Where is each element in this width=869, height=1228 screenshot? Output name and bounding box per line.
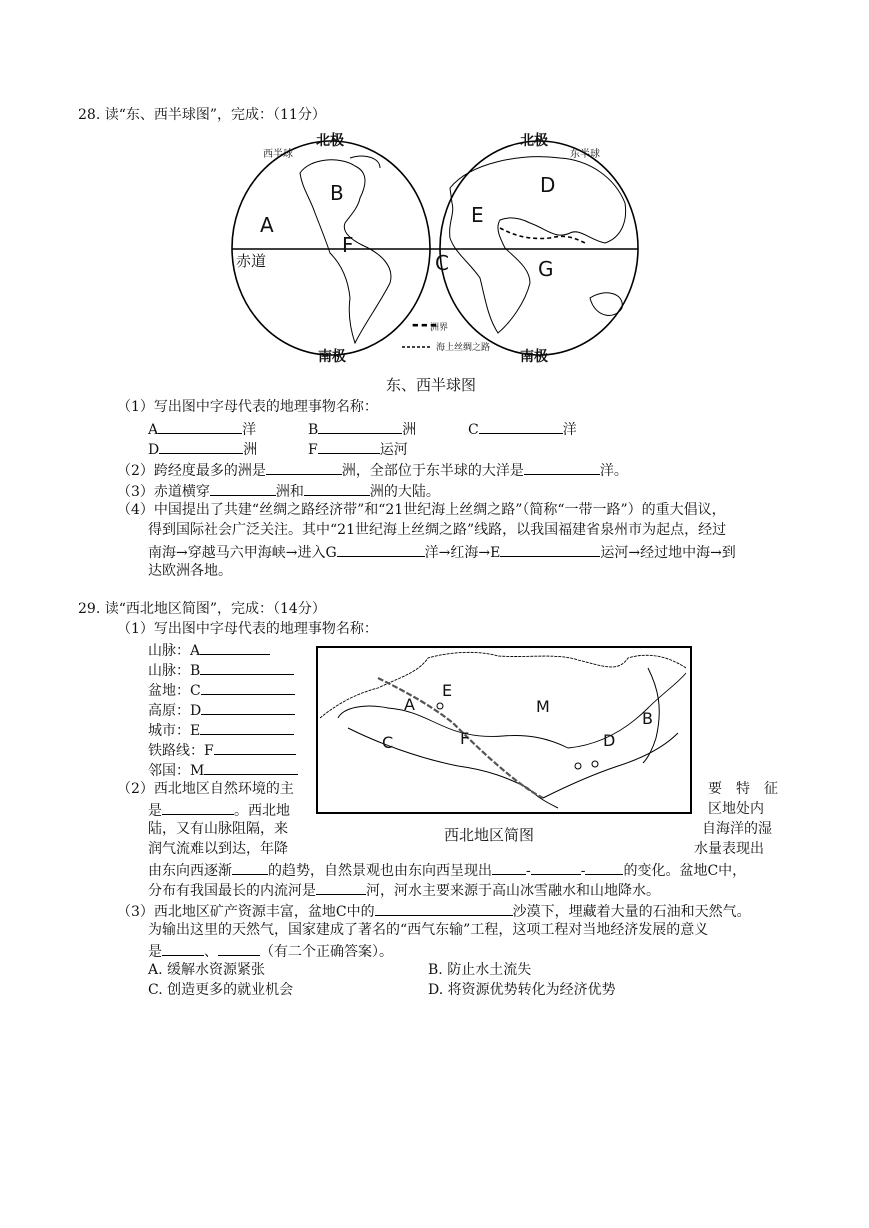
map-label-e: E xyxy=(471,203,484,227)
answer-blank-g-ocean[interactable] xyxy=(337,542,425,557)
q28-header: 28. 读“东、西半球图”，完成：（11分） xyxy=(78,107,326,123)
answer-blank-neighbor-m[interactable] xyxy=(204,760,298,775)
q28-part3: （3）赤道横穿 洲和 洲的大陆。 xyxy=(117,481,440,501)
q29-item-f: 铁路线：F xyxy=(148,740,296,760)
nw-map-label-b: B xyxy=(642,709,653,728)
answer-blank-mountain-b[interactable] xyxy=(200,660,294,675)
answer-blank-a[interactable] xyxy=(158,419,242,434)
answer-blank-equator-continent-1[interactable] xyxy=(210,481,276,496)
q28-part2: （2）跨经度最多的洲是 洲，全部位于东半球的大洋是 洋。 xyxy=(117,460,628,480)
map-label-a: A xyxy=(260,213,274,237)
north-pole-label-west: 北极 xyxy=(316,133,344,149)
answer-blank-d[interactable] xyxy=(159,439,243,454)
q28-part1-row2-f: F 运河 xyxy=(308,439,408,459)
q29-part3-line2: 为输出这里的天然气，国家建成了著名的“西气东输”工程，这项工程对当地经济发展的意义 xyxy=(148,922,709,938)
hemisphere-map xyxy=(230,128,640,368)
q29-part2-line2-left: 是 。西北地 xyxy=(148,800,290,820)
q28-part1-row1-c: C 洋 xyxy=(468,419,577,439)
q28-part4-line4: 达欧洲各地。 xyxy=(148,563,232,579)
north-pole-label-east: 北极 xyxy=(520,133,548,149)
answer-blank-significance-2[interactable] xyxy=(218,941,260,956)
answer-blank-c[interactable] xyxy=(479,419,563,434)
map-label-f: F xyxy=(342,233,354,257)
answer-blank-railway-f[interactable] xyxy=(214,740,296,755)
answer-blank-city-e[interactable] xyxy=(200,720,294,735)
equator-label: 赤道 xyxy=(236,252,267,270)
answer-blank-landscape-3[interactable] xyxy=(585,860,623,875)
q29-item-d: 高原：D xyxy=(148,700,295,720)
q29-option-c[interactable]: C. 创造更多的就业机会 xyxy=(148,982,294,998)
q29-part2-line3-right: 自海洋的湿 xyxy=(702,821,772,837)
hemisphere-map-caption: 东、西半球图 xyxy=(386,376,477,394)
q29-part1: （1）写出图中字母代表的地理事物名称： xyxy=(117,621,378,637)
nw-map-label-m: M xyxy=(536,697,550,716)
answer-blank-mountain-a[interactable] xyxy=(200,640,270,655)
answer-blank-landscape-2[interactable] xyxy=(531,860,581,875)
answer-blank-inland-river[interactable] xyxy=(316,880,366,895)
q29-item-b: 山脉：B xyxy=(148,660,294,680)
q29-part2-line3-left: 陆，又有山脉阻隔，来 xyxy=(148,821,288,837)
q29-part3-line1: （3）西北地区矿产资源丰富，盆地C中的 沙漠下，埋藏着大量的石油和天然气。 xyxy=(117,901,751,921)
q29-part2-line6: 分布有我国最长的内流河是 河，河水主要来源于高山冰雪融水和山地降水。 xyxy=(148,880,660,900)
q29-header: 29. 读“西北地区简图”，完成：（14分） xyxy=(78,601,326,617)
nw-map-label-a: A xyxy=(404,695,415,714)
q29-part2-line2-right: 区地处内 xyxy=(708,801,764,817)
q29-part2-line1-right: 要 特 征 xyxy=(708,781,778,797)
answer-blank-precip-trend[interactable] xyxy=(232,860,268,875)
answer-blank-main-feature[interactable] xyxy=(162,800,234,815)
northwest-region-map xyxy=(316,646,692,814)
nw-map-label-f: F xyxy=(460,729,470,748)
answer-blank-eastern-ocean[interactable] xyxy=(524,460,600,475)
legend-route-label: 海上丝绸之路 xyxy=(436,343,491,353)
south-pole-label-west: 南极 xyxy=(318,349,346,365)
q28-part1-row2-d: D 洲 xyxy=(148,439,257,459)
east-hemisphere-label: 东半球 xyxy=(570,149,600,160)
q29-item-m: 邻国：M xyxy=(148,760,298,780)
q29-part2-line4-right: 水量表现出 xyxy=(694,841,764,857)
map-label-d: D xyxy=(540,173,556,197)
q29-item-e: 城市：E xyxy=(148,720,294,740)
answer-blank-desert[interactable] xyxy=(375,901,513,916)
map-label-c: C xyxy=(435,251,449,275)
south-pole-label-east: 南极 xyxy=(520,349,548,365)
q28-part4-line3: 南海→穿越马六甲海峡→进入G 洋→红海→E 运河→经过地中海→到 xyxy=(148,542,736,562)
answer-blank-e-canal[interactable] xyxy=(500,542,600,557)
nw-map-label-e: E xyxy=(442,681,453,700)
west-hemisphere-label: 西半球 xyxy=(263,149,293,160)
q28-part4-line2: 得到国际社会广泛关注。其中“21世纪海上丝绸之路”线路，以我国福建省泉州市为起点，经过 xyxy=(148,522,727,538)
q28-part1: （1）写出图中字母代表的地理事物名称： xyxy=(117,399,378,415)
answer-blank-continent-longitude[interactable] xyxy=(266,460,342,475)
answer-blank-basin-c[interactable] xyxy=(201,680,295,695)
q29-part2-line5: 由东向西逐渐 的趋势，自然景观也由东向西呈现出 - - 的变化。盆地C中， xyxy=(148,860,746,880)
answer-blank-plateau-d[interactable] xyxy=(201,700,295,715)
q29-part2-line1-left: （2）西北地区自然环境的主 xyxy=(117,781,294,797)
map-label-b: B xyxy=(330,181,344,205)
q28-part1-row1-b: B 洲 xyxy=(308,419,416,439)
q29-option-a[interactable]: A. 缓解水资源紧张 xyxy=(148,962,266,978)
q29-item-c: 盆地：C xyxy=(148,680,295,700)
svg-text:▬ ▬ ▬: ▬ ▬ ▬ xyxy=(412,321,437,329)
q29-item-a: 山脉：A xyxy=(148,640,270,660)
nw-map-label-d: D xyxy=(603,731,616,750)
answer-blank-b[interactable] xyxy=(318,419,402,434)
q28-part4-line1: （4）中国提出了共建“丝绸之路经济带”和“21世纪海上丝绸之路”（简称“一带一路”）的重大倡议， xyxy=(117,502,726,518)
answer-blank-equator-continent-2[interactable] xyxy=(304,481,370,496)
answer-blank-f[interactable] xyxy=(318,439,380,454)
legend-boundary-label: 洲界 xyxy=(430,323,449,333)
q29-part3-line3: 是 、 （有二个正确答案）。 xyxy=(148,941,393,961)
nw-map-label-c: C xyxy=(382,733,394,752)
answer-blank-significance-1[interactable] xyxy=(162,941,204,956)
map-label-g: G xyxy=(538,257,554,281)
answer-blank-landscape-1[interactable] xyxy=(492,860,526,875)
q29-option-b[interactable]: B. 防止水土流失 xyxy=(428,962,532,978)
q29-part2-line4-left: 润气流难以到达，年降 xyxy=(148,841,288,857)
q29-option-d[interactable]: D. 将资源优势转化为经济优势 xyxy=(428,982,616,998)
q28-part1-row1: A 洋 xyxy=(148,419,256,439)
northwest-map-caption: 西北地区简图 xyxy=(444,826,535,844)
